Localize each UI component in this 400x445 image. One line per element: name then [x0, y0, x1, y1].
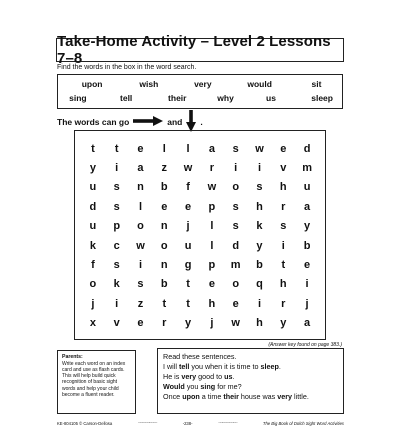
- grid-letter: c: [113, 239, 120, 252]
- grid-letter: k: [113, 278, 120, 291]
- grid-letter: a: [304, 317, 311, 330]
- grid-letter: d: [303, 142, 311, 155]
- word-bank-word: would: [247, 79, 272, 89]
- word-bank-word: sing: [69, 93, 87, 103]
- grid-letter: s: [280, 220, 287, 233]
- sentence-text: Read these sentences.: [163, 352, 237, 361]
- word-bank-row-1: [58, 79, 342, 91]
- grid-letter: r: [281, 297, 286, 310]
- grid-letter: y: [280, 317, 287, 330]
- grid-letter: p: [208, 200, 216, 213]
- instruction-text: Find the words in the box in the word search.: [57, 64, 197, 71]
- grid-letter: o: [160, 239, 168, 252]
- grid-letter: l: [138, 200, 143, 213]
- grid-letter: t: [162, 297, 167, 310]
- directions-prefix: The words can go: [57, 117, 130, 127]
- grid-letter: r: [209, 162, 215, 175]
- word-bank-word: sit: [311, 79, 322, 89]
- grid-letter: h: [279, 278, 287, 291]
- word-bank: [57, 74, 343, 109]
- sight-word: very: [277, 391, 293, 401]
- sight-word: sing: [200, 381, 216, 391]
- word-search-grid: [81, 139, 319, 333]
- grid-letter: w: [136, 239, 145, 252]
- grid-letter: o: [89, 278, 97, 291]
- directions-suffix: .: [200, 117, 203, 127]
- grid-letter: i: [115, 162, 119, 175]
- grid-letter: y: [256, 239, 263, 252]
- sight-word: us: [224, 371, 233, 381]
- grid-letter: e: [185, 200, 192, 213]
- word-bank-word: us: [266, 93, 276, 103]
- word-bank-word: upon: [81, 79, 103, 89]
- sentence-text: house was: [238, 391, 278, 401]
- grid-letter: s: [256, 181, 263, 194]
- sight-word: their: [223, 391, 239, 401]
- grid-letter: z: [161, 162, 168, 175]
- parents-note: [57, 350, 136, 414]
- grid-letter: y: [185, 317, 192, 330]
- grid-letter: k: [89, 239, 96, 252]
- grid-letter: w: [231, 317, 240, 330]
- sentence-line: [163, 372, 338, 382]
- sight-word: upon: [182, 391, 200, 401]
- sight-word: tell: [178, 361, 190, 371]
- grid-letter: s: [232, 220, 239, 233]
- grid-letter: s: [113, 259, 120, 272]
- grid-letter: e: [208, 278, 215, 291]
- grid-letter: u: [303, 181, 311, 194]
- word-bank-word: why: [217, 93, 234, 103]
- grid-letter: h: [279, 181, 287, 194]
- word-bank-row-2: [58, 93, 342, 105]
- grid-letter: j: [91, 297, 95, 310]
- grid-letter: i: [115, 297, 119, 310]
- grid-letter: y: [89, 162, 96, 175]
- grid-letter: l: [210, 220, 214, 233]
- grid-letter: q: [256, 278, 263, 291]
- sentence-text: .: [278, 361, 281, 371]
- grid-letter: e: [137, 142, 144, 155]
- sentence-text: you when it is time to: [189, 361, 261, 371]
- grid-letter: v: [280, 162, 287, 175]
- grid-letter: a: [304, 200, 311, 213]
- grid-letter: a: [208, 142, 215, 155]
- grid-letter: i: [138, 259, 143, 272]
- grid-letter: s: [113, 181, 120, 194]
- sentence-text: a time: [199, 391, 224, 401]
- grid-letter: e: [280, 142, 287, 155]
- grid-letter: x: [89, 317, 96, 330]
- grid-letter: n: [137, 181, 144, 194]
- page-title: Take-Home Activity – Level 2 Lessons 7–8: [56, 38, 344, 62]
- grid-letter: m: [230, 259, 241, 272]
- word-bank-word: tell: [120, 93, 133, 103]
- grid-letter: l: [162, 142, 166, 155]
- sentence-line: [163, 382, 338, 392]
- grid-letter: t: [114, 142, 119, 155]
- grid-letter: s: [113, 200, 120, 213]
- grid-letter: r: [281, 200, 286, 213]
- grid-letter: i: [281, 239, 285, 252]
- grid-letter: d: [89, 200, 97, 213]
- word-bank-word: sleep: [311, 93, 333, 103]
- grid-letter: e: [137, 317, 144, 330]
- grid-letter: o: [137, 220, 144, 233]
- grid-letter: d: [232, 239, 240, 252]
- sentence-text: I will: [163, 361, 179, 371]
- sentence-line: [163, 392, 338, 402]
- grid-letter: i: [305, 278, 309, 291]
- sentence-text: little.: [292, 391, 309, 401]
- grid-letter: j: [305, 297, 309, 310]
- footer-right: The Big Book of Dolch Sight Word Activities: [262, 420, 344, 426]
- grid-letter: w: [183, 162, 193, 175]
- word-bank-word: very: [194, 79, 212, 89]
- grid-letter: f: [91, 259, 95, 272]
- arrow-right-icon: [133, 116, 163, 128]
- grid-letter: j: [210, 317, 214, 330]
- sentence-text: He is: [163, 371, 182, 381]
- grid-letter: i: [257, 297, 262, 310]
- grid-letter: u: [89, 181, 97, 194]
- answer-key-note: (Answer key found on page 383.): [268, 342, 342, 348]
- parents-title: Parents:: [62, 354, 83, 360]
- grid-letter: h: [256, 317, 263, 330]
- grid-letter: s: [232, 142, 239, 155]
- grid-letter: b: [303, 239, 311, 252]
- sentence-text: .: [232, 371, 235, 381]
- grid-letter: y: [304, 220, 311, 233]
- grid-letter: t: [186, 297, 190, 310]
- footer-page-number: -238-: [182, 420, 193, 426]
- word-bank-word: wish: [139, 79, 159, 89]
- grid-letter: n: [160, 220, 168, 233]
- grid-letter: b: [256, 259, 263, 272]
- grid-letter: s: [232, 200, 239, 213]
- sight-word: Would: [163, 381, 185, 391]
- grid-letter: z: [137, 297, 144, 310]
- grid-letter: g: [184, 259, 192, 272]
- word-search-box: [74, 130, 326, 340]
- footer-divider-right: 〰〰〰〰〰: [218, 420, 237, 425]
- grid-letter: a: [137, 162, 144, 175]
- grid-letter: w: [255, 142, 264, 155]
- sentence-text: you: [184, 381, 201, 391]
- sentence-text: for me?: [215, 381, 242, 391]
- grid-letter: i: [257, 162, 262, 175]
- grid-letter: u: [184, 239, 192, 252]
- page-footer: [57, 419, 344, 427]
- grid-letter: o: [232, 181, 240, 194]
- grid-letter: h: [208, 297, 216, 310]
- sentence-text: Once: [163, 391, 183, 401]
- sentences-box: [157, 348, 344, 414]
- grid-letter: m: [302, 162, 312, 175]
- grid-letter: r: [162, 317, 167, 330]
- sentences-heading: [163, 352, 338, 362]
- footer-left: KE-804105 © Carson-Dellosa: [57, 420, 113, 426]
- grid-letter: e: [161, 200, 168, 213]
- grid-letter: i: [234, 162, 238, 175]
- sight-word: very: [181, 371, 197, 381]
- grid-letter: j: [186, 220, 190, 233]
- grid-letter: v: [113, 317, 120, 330]
- grid-letter: f: [186, 181, 190, 194]
- grid-letter: h: [256, 200, 263, 213]
- grid-letter: b: [160, 278, 168, 291]
- grid-letter: s: [137, 278, 144, 291]
- grid-letter: t: [91, 142, 95, 155]
- word-bank-word: their: [168, 93, 187, 103]
- grid-letter: o: [232, 278, 240, 291]
- grid-letter: l: [186, 142, 190, 155]
- directions-middle: and: [167, 117, 183, 127]
- grid-letter: e: [304, 259, 311, 272]
- grid-letter: w: [207, 181, 217, 194]
- directions-line: [57, 112, 203, 132]
- grid-letter: t: [186, 278, 190, 291]
- grid-letter: e: [232, 297, 239, 310]
- grid-letter: u: [89, 220, 97, 233]
- sentence-text: good to: [196, 371, 225, 381]
- sight-word: sleep: [260, 361, 279, 371]
- grid-letter: t: [281, 259, 286, 272]
- sentence-line: [163, 362, 338, 372]
- grid-letter: k: [256, 220, 263, 233]
- parents-text: Write each word on an index card and use as flash cards. This will help build quick recognition of basic sight words and help your child become a fluent reader.: [62, 360, 126, 398]
- grid-letter: n: [160, 259, 168, 272]
- grid-letter: b: [160, 181, 168, 194]
- footer-divider-left: 〰〰〰〰〰: [138, 420, 157, 425]
- grid-letter: p: [208, 259, 216, 272]
- grid-letter: l: [210, 239, 214, 252]
- grid-letter: p: [113, 220, 121, 233]
